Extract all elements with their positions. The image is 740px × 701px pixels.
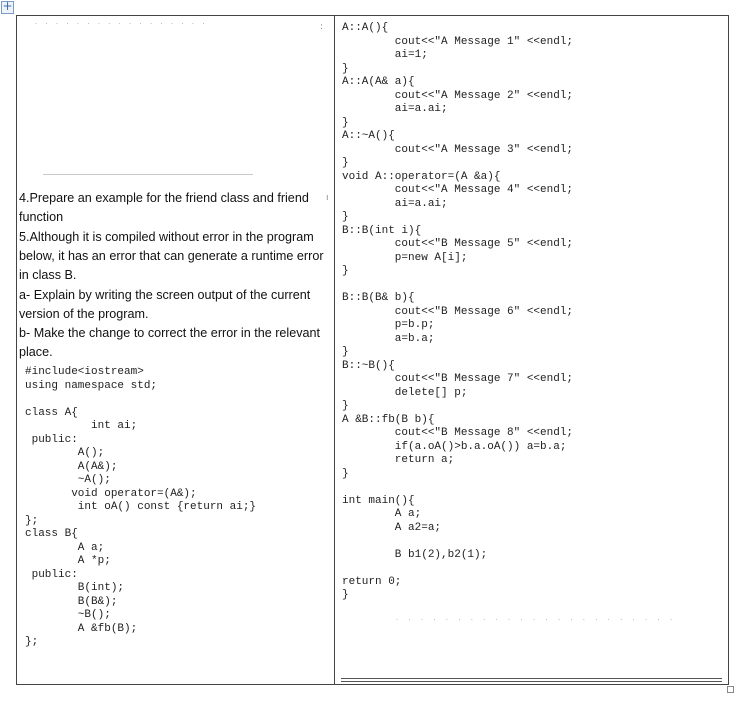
left-cell xyxy=(17,16,333,684)
question-5-intro: 5.Although it is compiled without error in the program below, it has an error that can generate a runtime error in class B. xyxy=(19,230,324,282)
margin-mark: ı xyxy=(326,193,329,203)
bottom-rule xyxy=(341,681,722,682)
right-cell xyxy=(336,16,728,684)
question-5-part-a: a- Explain by writing the screen output of the current version of the program. xyxy=(19,288,311,321)
table-move-handle[interactable] xyxy=(1,1,14,14)
code-listing-left: #include<iostream> using namespace std; class A{ int ai; public: A(); A(A&); ~A(); void operator=(A&); int oA() const {return ai;} }; class B{ A a; A *p; public: B(int); B(B&); ~B(); A &fb(B); }; xyxy=(25,366,257,648)
margin-mark: : xyxy=(320,22,324,32)
faded-footer-text: · · · · · · · · · · · · · · · · · · · · · · · xyxy=(396,616,677,624)
move-cross-icon: + xyxy=(2,0,13,13)
table-resize-handle[interactable] xyxy=(727,686,734,693)
bottom-rule xyxy=(341,678,722,679)
faded-header-text: · · · · · · · · · · · · · · · · · xyxy=(35,20,208,28)
column-divider xyxy=(334,15,335,685)
code-listing-right: A::A(){ cout<<"A Message 1" <<endl; ai=1; } A::A(A& a){ cout<<"A Message 2" <<endl; ai=a.ai; } A::~A(){ cout<<"A Message 3" <<endl; } void A::operator=(A &a){ cout<<"A Message 4" <<endl; ai=a.ai; } B::B(int i){ cout<<"B Message 5" <<endl; p=new A[i]; } B::B(B& b){ cout<<"B Message 6" <<endl; p=b.p; a=b.a; } B::~B(){ cout<<"B Message 7" <<endl; delete[] p; } A &B::fb(B b){ cout<<"B Message 8" <<endl; if(a.oA()>b.a.oA()) a=b.a; return a; } int main(){ A a; A a2=a; B b1(2),b2(1); return 0; } xyxy=(342,22,574,601)
question-5-part-b: b- Make the change to correct the error in the relevant place. xyxy=(19,326,321,359)
question-4: 4.Prepare an example for the friend class and friend function xyxy=(19,191,309,224)
faded-rule xyxy=(43,174,253,175)
